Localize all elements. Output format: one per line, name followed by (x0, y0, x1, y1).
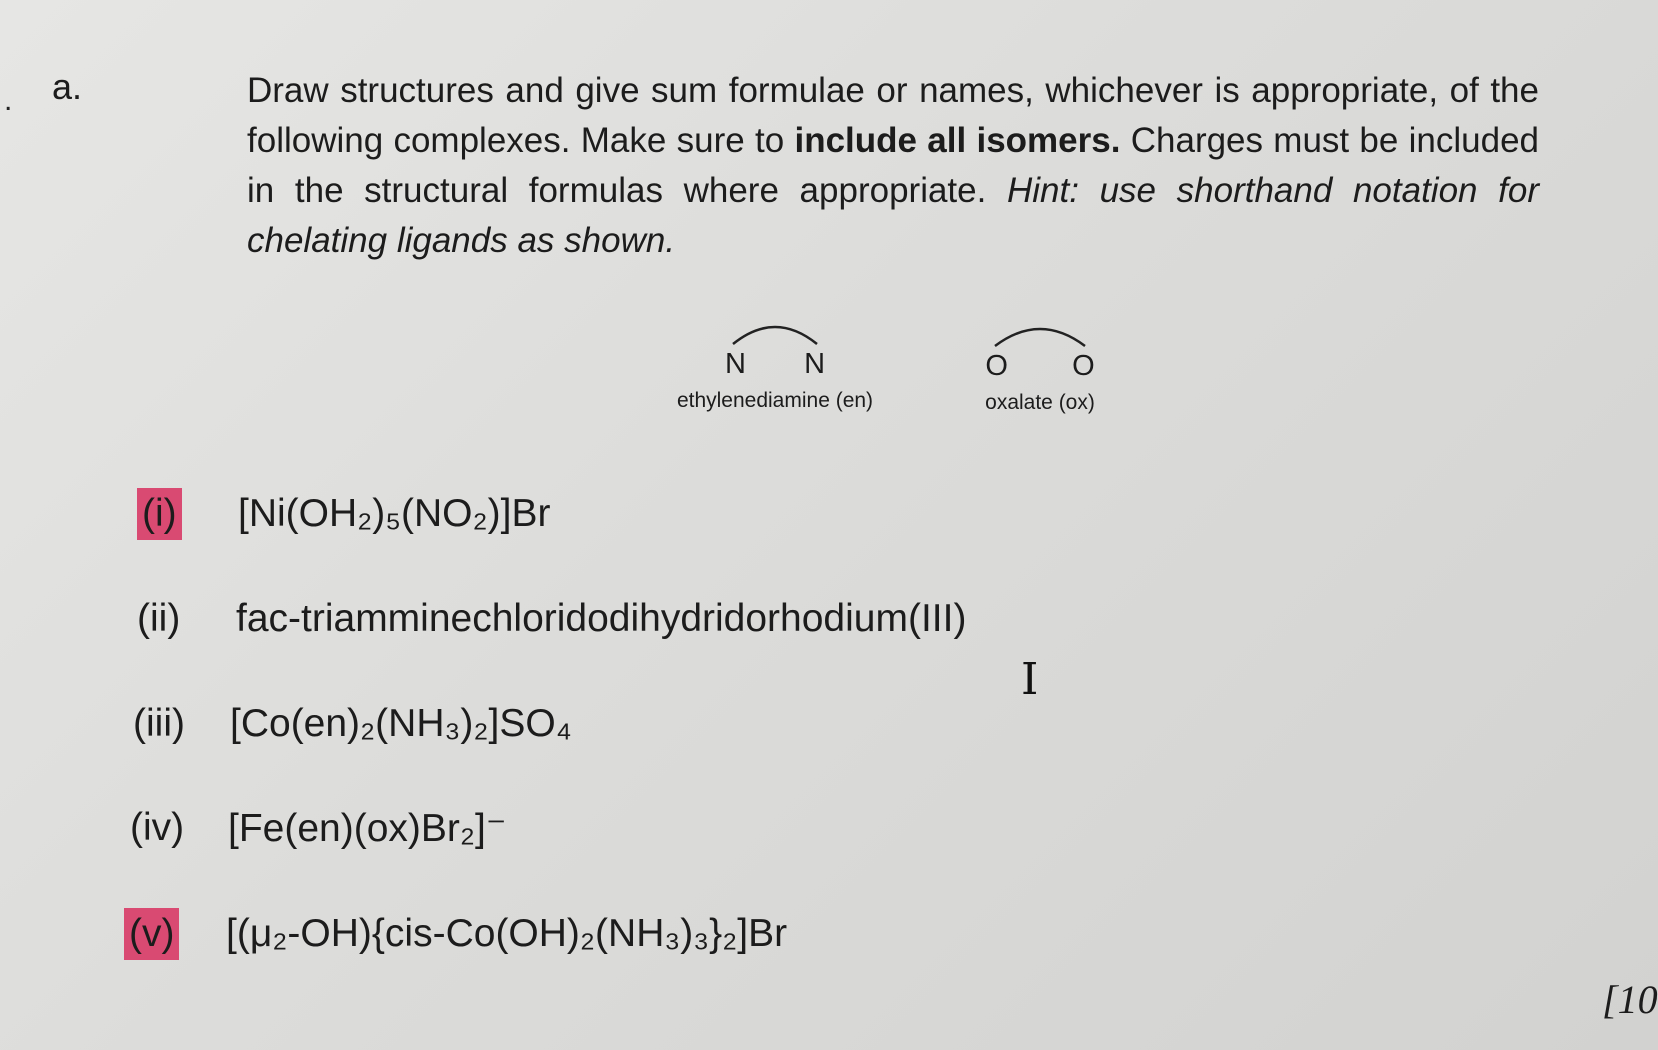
item-label-v: (v) (124, 908, 179, 960)
en-bite-arc (660, 318, 890, 348)
item-formula-i: [Ni(OH₂)₅(NO₂)]Br (238, 492, 551, 535)
text-cursor-icon: I (1021, 654, 1039, 705)
question-instructions (247, 66, 1539, 266)
en-atom-right: N (804, 348, 826, 380)
instructions-hint: Hint: use shorthand notation for chelating ligands as shown. (247, 171, 1539, 260)
ligand-en (660, 318, 890, 413)
item-formula-v: [(μ₂-OH){cis-Co(OH)₂(NH₃)₃}₂]Br (226, 912, 788, 955)
instructions-text-1: Draw structures and give sum formulae or names, whichever is appropriate, of the following complexes. Make sure to (247, 71, 1539, 160)
item-formula-iii: [Co(en)₂(NH₃)₂]SO₄ (230, 702, 572, 745)
ox-atom-right: O (1072, 350, 1095, 382)
ox-atom-left: O (985, 350, 1008, 382)
question-number: a. (52, 66, 83, 107)
item-label-i: (i) (137, 488, 182, 540)
ox-bite-arc (940, 320, 1140, 350)
ox-name: oxalate (ox) (985, 391, 1095, 414)
en-atom-left: N (724, 348, 746, 380)
item-label-iv: (iv) (130, 806, 185, 849)
item-formula-iv: [Fe(en)(ox)Br₂]⁻ (228, 807, 507, 850)
marks-label: [10 (1602, 977, 1658, 1022)
instructions-text-2: Charges must be included in the structural formulas where appropriate. (247, 121, 1540, 210)
instructions-bold: include all isomers. (794, 121, 1121, 160)
item-label-iii: (iii) (133, 702, 185, 745)
margin-mark: . (4, 84, 13, 117)
en-name: ethylenediamine (en) (676, 389, 874, 412)
item-formula-ii: fac-triamminechloridodihydridorhodium(III) (236, 597, 967, 640)
item-label-ii: (ii) (137, 597, 181, 640)
ligand-ox (940, 320, 1140, 415)
